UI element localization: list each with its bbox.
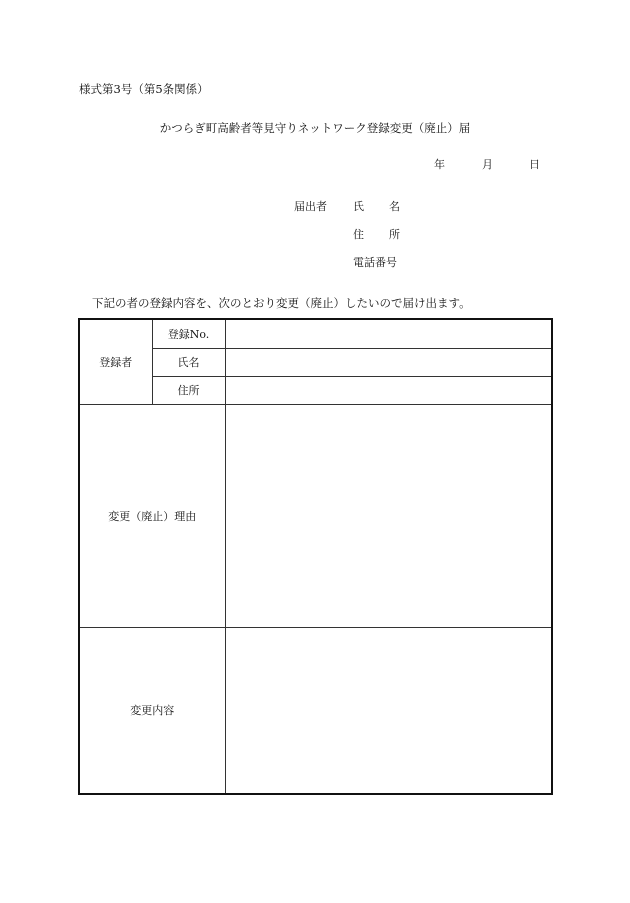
form-number: 様式第3号（第5条関係）: [79, 82, 209, 96]
change-details-label: 変更内容: [79, 627, 225, 794]
change-reason-label: 変更（廃止）理由: [79, 404, 225, 627]
applicant-name-label-1: 氏: [353, 200, 364, 213]
form-title: かつらぎ町高齢者等見守りネットワーク登録変更（廃止）届: [159, 121, 471, 135]
change-reason-field[interactable]: [225, 404, 552, 627]
change-details-field[interactable]: [225, 627, 552, 794]
applicant-phone-label: 電話番号: [353, 256, 397, 269]
registration-no-field[interactable]: [225, 319, 552, 348]
registrant-address-label: 住所: [152, 376, 225, 404]
registrant-address-field[interactable]: [225, 376, 552, 404]
registrant-name-field[interactable]: [225, 348, 552, 376]
applicant-address-label-1: 住: [353, 228, 364, 241]
registrant-label: 登録者: [79, 319, 152, 404]
intro-text: 下記の者の登録内容を、次のとおり変更（廃止）したいので届け出ます。: [92, 296, 471, 310]
date-day-label: 日: [529, 158, 540, 171]
applicant-address-label-2: 所: [389, 228, 400, 241]
date-month-label: 月: [482, 158, 493, 171]
applicant-name-label-2: 名: [389, 200, 400, 213]
applicant-label: 届出者: [294, 200, 327, 213]
registrant-name-label: 氏名: [152, 348, 225, 376]
registration-form-table: [78, 318, 553, 795]
registration-no-label: 登録No.: [152, 319, 225, 348]
date-year-label: 年: [434, 158, 445, 171]
